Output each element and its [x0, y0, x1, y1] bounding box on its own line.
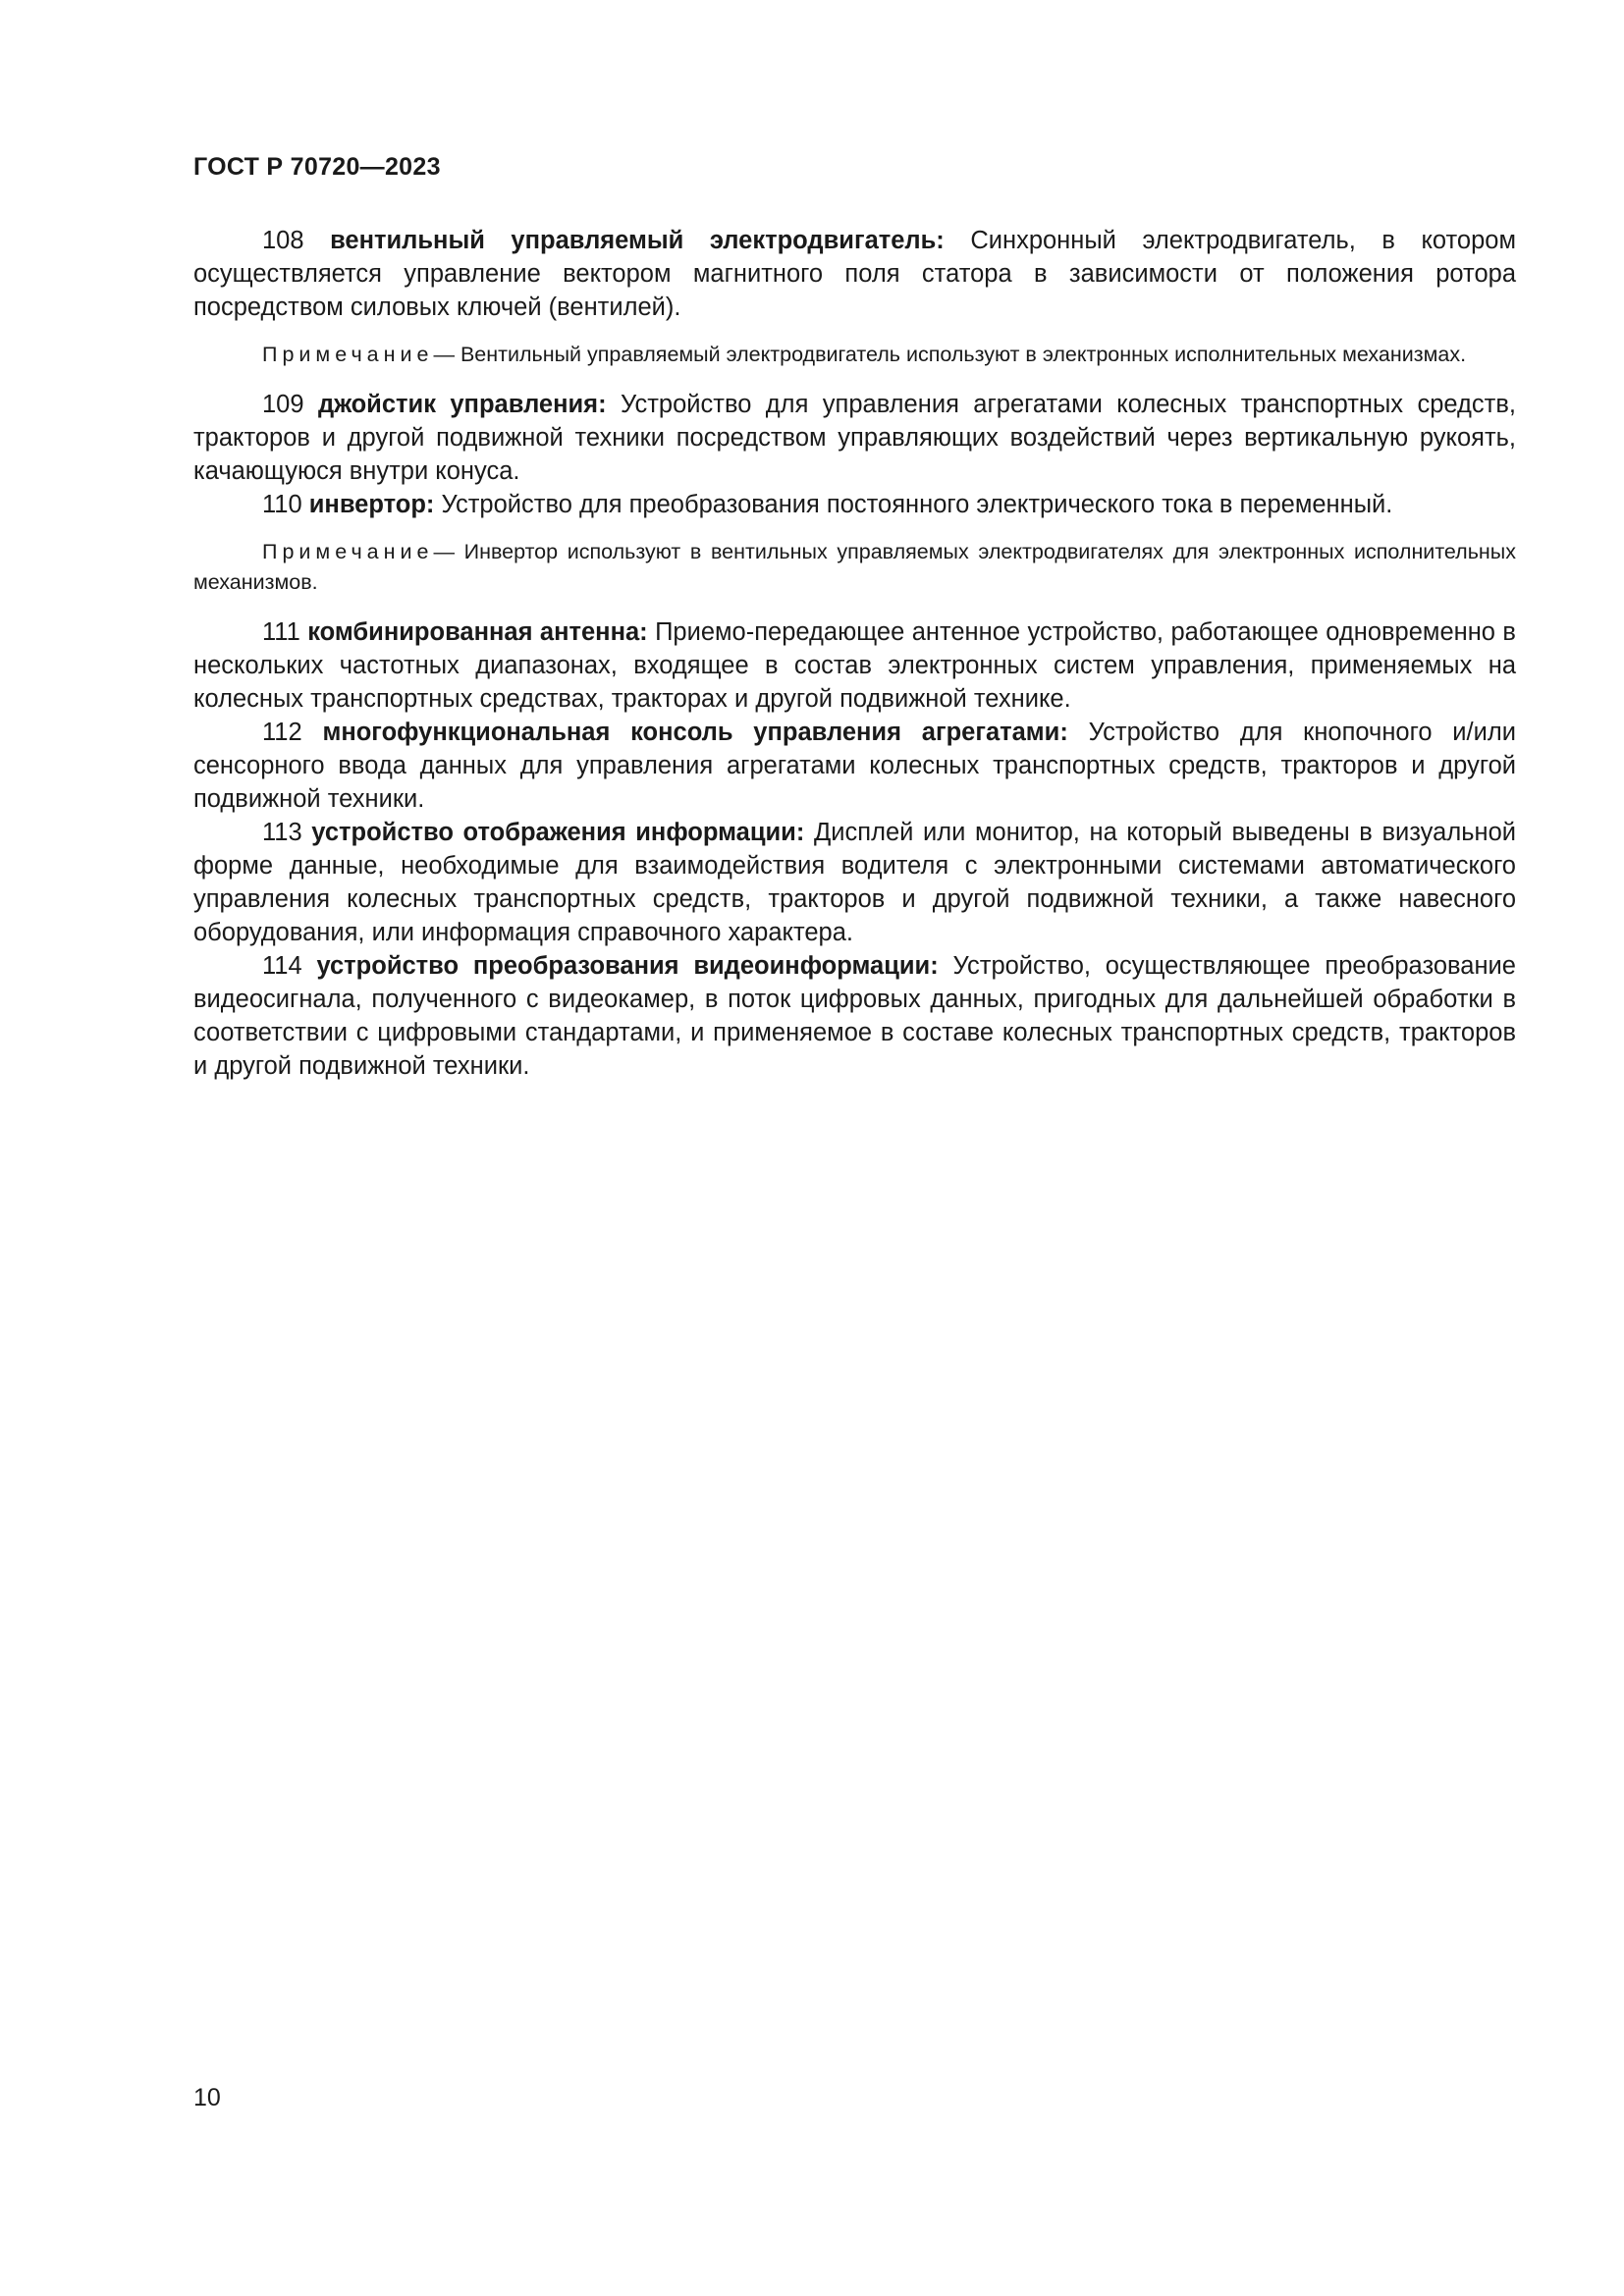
- term-definition: Устройство для управления агрегатами колесных транспортных средств, тракторов и другой подвижной техники посредством управляющих воздействий через вертикальную рукоять, качающуюся внутри конуса.: [193, 391, 1516, 485]
- term-109: [193, 388, 1516, 488]
- note-108: [193, 340, 1516, 370]
- term-number: 113: [262, 819, 302, 846]
- note-text: Инвертор используют в вентильных управляемых электродвигателях для электронных исполнительных механизмов.: [193, 540, 1516, 594]
- note-dash: —: [433, 343, 455, 366]
- term-111: [193, 615, 1516, 716]
- term-110: [193, 488, 1516, 521]
- document-code: ГОСТ Р 70720—2023: [193, 153, 441, 181]
- term-name: вентильный управляемый электродвигатель:: [330, 227, 945, 254]
- term-113: [193, 816, 1516, 949]
- term-number: 114: [262, 952, 302, 980]
- page-number: 10: [193, 2084, 221, 2111]
- term-definition: Устройство для кнопочного и/или сенсорного ввода данных для управления агрегатами колесных транспортных средств, тракторов и другой подвижной техники.: [193, 719, 1516, 813]
- terms-section: [193, 224, 1516, 1083]
- note-label: Примечание: [262, 540, 434, 563]
- term-number: 112: [262, 719, 302, 746]
- term-number: 108: [262, 227, 304, 254]
- term-definition: Дисплей или монитор, на который выведены в визуальной форме данные, необходимые для взаимодействия водителя с электронными системами автоматического управления колесных транспортных средств, тракторов и другой подвижной техники, а также навесного оборудования, или информация справочного характера.: [193, 819, 1516, 946]
- note-text: Вентильный управляемый электродвигатель используют в электронных исполнительных механизмах.: [460, 343, 1467, 366]
- term-name: комбинированная антенна:: [307, 618, 648, 646]
- term-definition: Приемо-передающее антенное устройство, работающее одновременно в нескольких частотных диапазонах, входящее в состав электронных систем управления, применяемых на колесных транспортных средствах, тракторах и другой подвижной технике.: [193, 618, 1516, 713]
- term-name: джойстик управления:: [317, 391, 607, 418]
- term-definition: Устройство, осуществляющее преобразование видеосигнала, полученного с видеокамер, в поток цифровых данных, пригодных для дальнейшей обработки в соответствии с цифровыми стандартами, и применяемое в составе колесных транспортных средств, тракторов и другой подвижной техники.: [193, 952, 1516, 1080]
- term-number: 109: [262, 391, 304, 418]
- note-label: Примечание: [262, 343, 434, 366]
- note-110: [193, 537, 1516, 598]
- note-dash: —: [433, 540, 455, 563]
- term-108: [193, 224, 1516, 324]
- term-name: многофункциональная консоль управления агрегатами:: [322, 719, 1068, 746]
- term-114: [193, 949, 1516, 1083]
- term-definition: Устройство для преобразования постоянного электрического тока в переменный.: [441, 491, 1393, 518]
- term-name: устройство отображения информации:: [311, 819, 805, 846]
- term-number: 111: [262, 618, 300, 646]
- term-112: [193, 716, 1516, 816]
- term-definition: Синхронный электродвигатель, в котором осуществляется управление вектором магнитного поля статора в зависимости от положения ротора посредством силовых ключей (вентилей).: [193, 227, 1517, 321]
- term-name: устройство преобразования видеоинформации:: [316, 952, 939, 980]
- term-name: инвертор:: [308, 491, 435, 518]
- term-number: 110: [262, 491, 302, 518]
